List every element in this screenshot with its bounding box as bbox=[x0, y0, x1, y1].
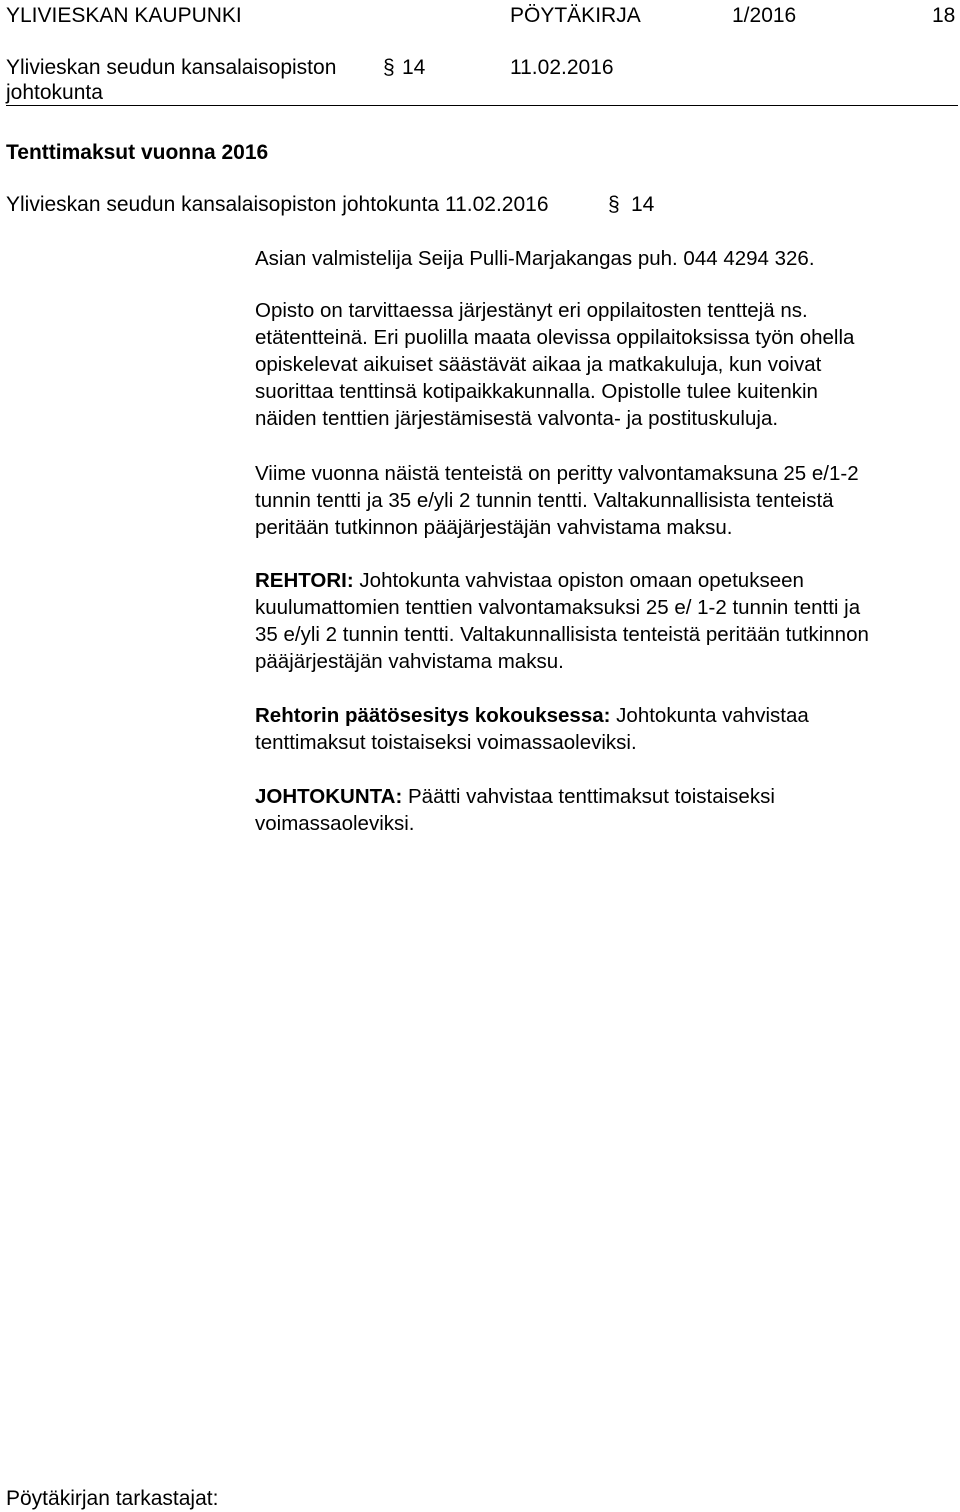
rector-line-text: Johtokunta vahvistaa opiston omaan opetukseen bbox=[359, 569, 804, 592]
header-divider bbox=[6, 105, 958, 106]
page-number: 18 bbox=[932, 4, 956, 27]
paragraph-line: Viime vuonna näistä tenteistä on peritty valvontamaksuna 25 e/1-2 bbox=[255, 462, 859, 485]
paragraph-line: näiden tenttien järjestämisestä valvonta- ja postituskuluja. bbox=[255, 407, 779, 430]
paragraph-previous-fees bbox=[255, 460, 955, 541]
paragraph-background bbox=[255, 297, 955, 432]
footer-inspectors: Pöytäkirjan tarkastajat: bbox=[6, 1487, 219, 1510]
rector-line bbox=[255, 567, 955, 594]
meeting-proposal bbox=[255, 702, 955, 756]
org-name: YLIVIESKAN KAUPUNKI bbox=[6, 4, 242, 27]
rector-line: 35 e/yli 2 tunnin tentti. Valtakunnallisista tenteistä peritään tutkinnon bbox=[255, 623, 869, 646]
preparer-line: Asian valmistelija Seija Pulli-Marjakangas puh. 044 4294 326. bbox=[255, 247, 815, 270]
meeting-date: 11.02.2016 bbox=[510, 56, 614, 79]
paragraph-line: etätentteinä. Eri puolilla maata olevissa oppilaitoksissa työn ohella bbox=[255, 326, 855, 349]
proposal-line: tenttimaksut toistaiseksi voimassaoleviksi. bbox=[255, 731, 637, 754]
decision-line bbox=[255, 783, 955, 810]
proposal-line-text: Johtokunta vahvistaa bbox=[616, 704, 809, 727]
section-mark: § bbox=[383, 56, 395, 79]
decision-line-text: Päätti vahvistaa tenttimaksut toistaiseksi bbox=[408, 785, 775, 808]
paragraph-line: Opisto on tarvittaessa järjestänyt eri oppilaitosten tenttejä ns. bbox=[255, 299, 808, 322]
paragraph-line: tunnin tentti ja 35 e/yli 2 tunnin tentti. Valtakunnallisista tenteistä bbox=[255, 489, 834, 512]
proposal-label: Rehtorin päätösesitys kokouksessa: bbox=[255, 704, 611, 727]
rector-proposal bbox=[255, 567, 955, 675]
reference-section-number: 14 bbox=[631, 193, 655, 216]
proposal-line bbox=[255, 702, 955, 729]
meeting-body-line2: johtokunta bbox=[6, 81, 103, 104]
rector-line: kuulumattomien tenttien valvontamaksuksi 25 e/ 1-2 tunnin tentti ja bbox=[255, 596, 861, 619]
rector-line: pääjärjestäjän vahvistama maksu. bbox=[255, 650, 564, 673]
paragraph-line: peritään tutkinnon pääjärjestäjän vahvistama maksu. bbox=[255, 516, 733, 539]
section-number: 14 bbox=[402, 56, 426, 79]
board-decision bbox=[255, 783, 955, 837]
decision-label: JOHTOKUNTA: bbox=[255, 785, 403, 808]
reference-text: Ylivieskan seudun kansalaisopiston johtokunta 11.02.2016 bbox=[6, 193, 549, 216]
doc-type: PÖYTÄKIRJA bbox=[510, 4, 641, 27]
paragraph-line: suorittaa tenttinsä kotipaikkakunnalla. Opistolle tulee kuitenkin bbox=[255, 380, 818, 403]
decision-line: voimassaoleviksi. bbox=[255, 812, 415, 835]
page-title: Tenttimaksut vuonna 2016 bbox=[6, 141, 269, 164]
doc-number: 1/2016 bbox=[732, 4, 797, 27]
reference-section-mark: § bbox=[608, 193, 620, 216]
rector-label: REHTORI: bbox=[255, 569, 354, 592]
meeting-body-line1: Ylivieskan seudun kansalaisopiston bbox=[6, 56, 337, 79]
paragraph-line: opiskelevat aikuiset säästävät aikaa ja matkakuluja, kun voivat bbox=[255, 353, 822, 376]
